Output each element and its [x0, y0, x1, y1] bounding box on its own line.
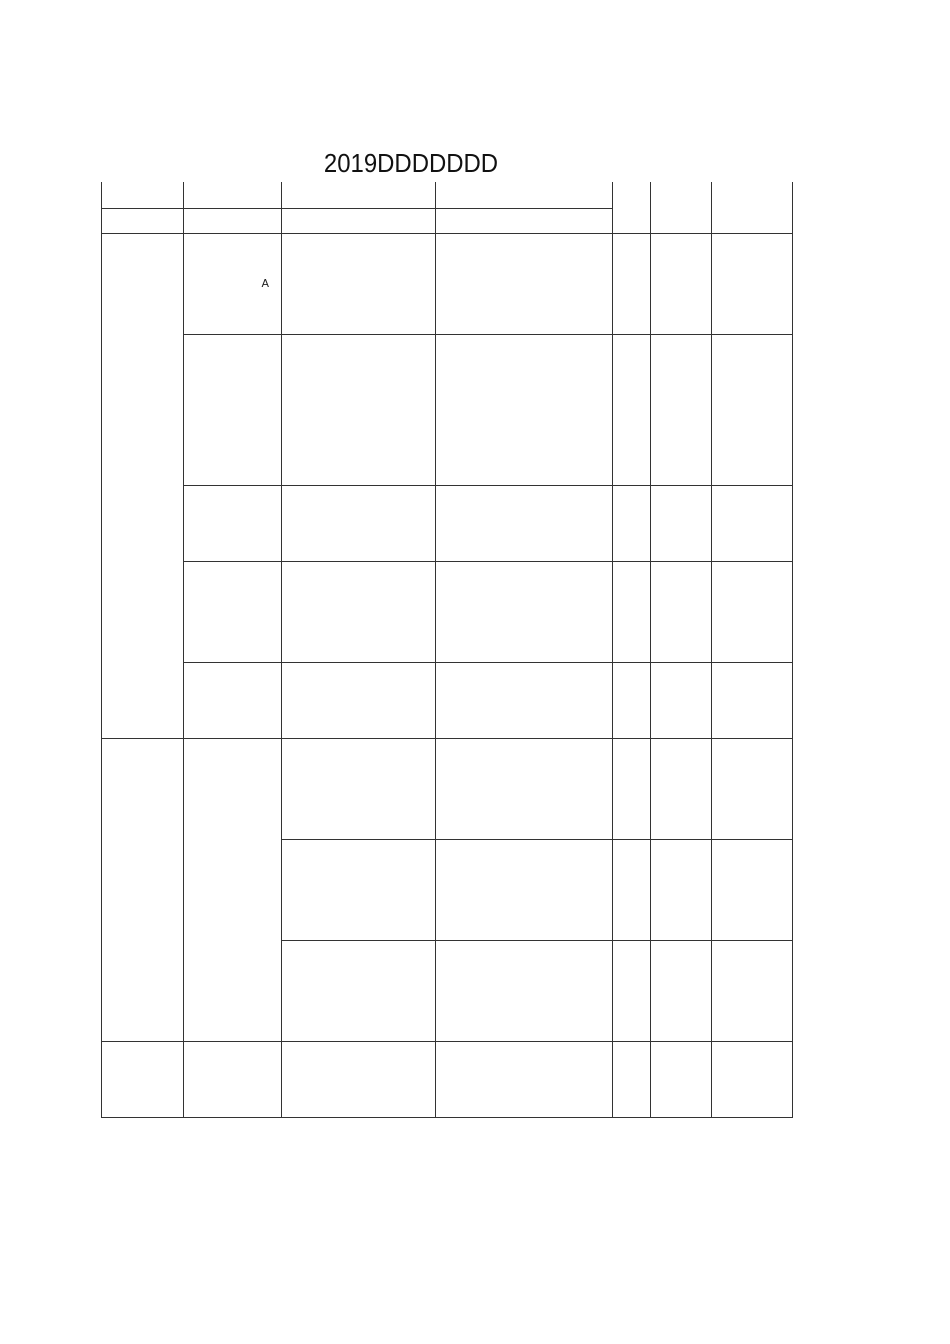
- header-cell: [184, 182, 282, 208]
- table-cell: [436, 738, 613, 839]
- table-cell: [613, 839, 651, 940]
- table-cell: [282, 334, 436, 485]
- header-row-1: [102, 182, 793, 208]
- table-cell: [184, 1041, 282, 1117]
- header-cell: [282, 182, 436, 208]
- table-row: [102, 738, 793, 839]
- table-cell: [712, 233, 793, 334]
- table-cell: [613, 334, 651, 485]
- table-cell: [282, 940, 436, 1041]
- table-cell: [184, 334, 282, 485]
- table-row: [102, 233, 793, 334]
- table-cell: [282, 485, 436, 561]
- group-label: [102, 738, 184, 1041]
- table-cell: [436, 940, 613, 1041]
- table-cell: [282, 233, 436, 334]
- header-cell: [436, 182, 613, 208]
- table-cell: [651, 738, 712, 839]
- table-row: [102, 662, 793, 738]
- table-cell: [651, 839, 712, 940]
- header-cell: [102, 208, 184, 233]
- group-label: [102, 1041, 184, 1117]
- table-row: [102, 334, 793, 485]
- table-cell: [282, 662, 436, 738]
- table-cell: [712, 485, 793, 561]
- header-cell: [712, 182, 793, 233]
- table-cell: [184, 662, 282, 738]
- table-cell: [436, 561, 613, 662]
- table-cell: [282, 1041, 436, 1117]
- header-cell: [184, 208, 282, 233]
- table-cell: [436, 334, 613, 485]
- table-cell: [613, 738, 651, 839]
- table-cell: [282, 738, 436, 839]
- table-cell: [613, 1041, 651, 1117]
- table-cell: [651, 662, 712, 738]
- table-row: [102, 485, 793, 561]
- table-cell: [282, 561, 436, 662]
- table-cell: [613, 940, 651, 1041]
- table-cell: [651, 561, 712, 662]
- table-cell: [184, 738, 282, 1041]
- table-cell: [613, 233, 651, 334]
- table-cell: [613, 485, 651, 561]
- header-cell: [651, 182, 712, 233]
- data-table: [101, 182, 793, 1118]
- table-cell: A: [184, 233, 282, 334]
- table-cell: [613, 662, 651, 738]
- table-cell: [712, 839, 793, 940]
- table-cell: [436, 839, 613, 940]
- table-cell: [651, 334, 712, 485]
- table-cell: [184, 485, 282, 561]
- table-cell: [184, 561, 282, 662]
- header-cell: [613, 182, 651, 233]
- table-cell: [651, 940, 712, 1041]
- table-cell: [712, 334, 793, 485]
- table-cell: [651, 1041, 712, 1117]
- table-cell: [282, 839, 436, 940]
- header-cell: [282, 208, 436, 233]
- table-cell: [436, 233, 613, 334]
- table-cell: [712, 738, 793, 839]
- table-cell: [436, 662, 613, 738]
- table-row: [102, 1041, 793, 1117]
- table-cell: [651, 233, 712, 334]
- table-cell: [712, 662, 793, 738]
- header-cell: [102, 182, 184, 208]
- header-cell: [436, 208, 613, 233]
- table-cell: [436, 1041, 613, 1117]
- table-cell: [712, 1041, 793, 1117]
- table-cell: [436, 485, 613, 561]
- document-title: 2019DDDDDDD: [323, 148, 499, 178]
- table-cell: [712, 561, 793, 662]
- table-cell: [712, 940, 793, 1041]
- table-cell: [651, 485, 712, 561]
- table-row: [102, 561, 793, 662]
- group-label: [102, 233, 184, 738]
- table-cell: [613, 561, 651, 662]
